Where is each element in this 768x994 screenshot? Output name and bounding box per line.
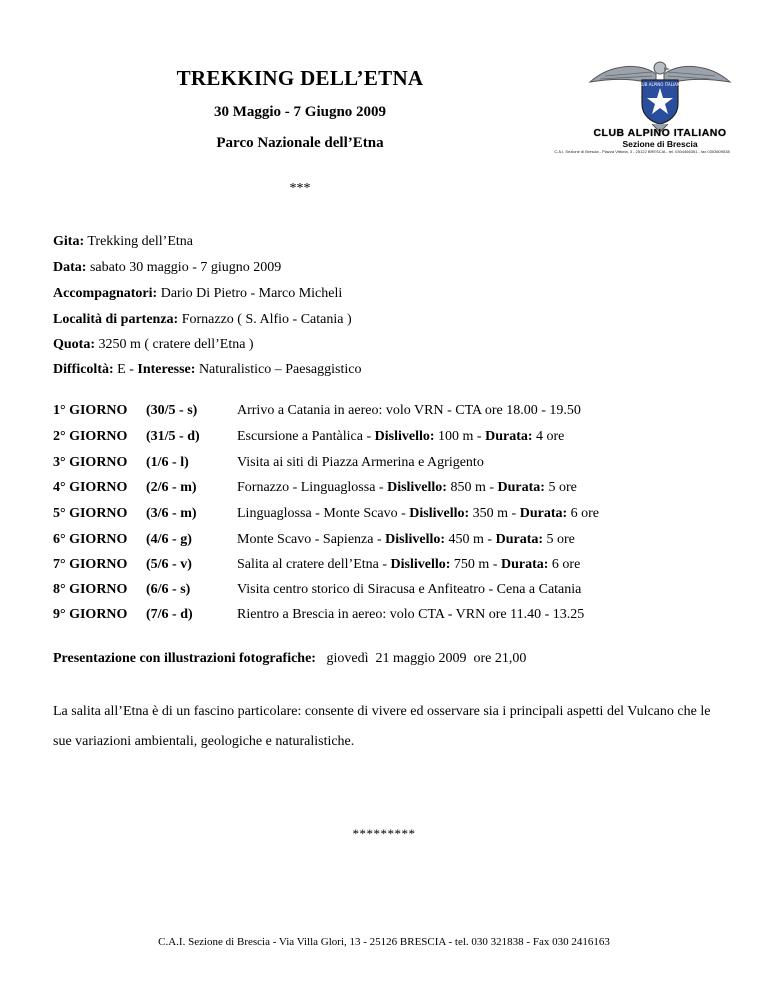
info-start (53, 312, 352, 328)
logo-address: C.A.I. Sezione di Brescia - Piazza Vittoria, 3 - 25122 BRESCIA - tel. 0304466351 - fax 0303609538 (554, 149, 730, 154)
itinerary-desc: Linguaglossa - Monte Scavo - Dislivello: 350 m - Durata: 6 ore (237, 506, 600, 521)
itinerary-day: 8° GIORNO (53, 582, 128, 597)
itinerary-row (53, 403, 753, 423)
itinerary-desc: Escursione a Pantàlica - Dislivello: 100 m - Durata: 4 ore (237, 429, 565, 444)
description-paragraph: La salita all’Etna è di un fascino particolare: consente di vivere ed osservare sia i principali aspetti del Vulcano che le sue variazioni ambientali, geologiche e naturalistiche. (53, 704, 711, 749)
itinerary-day: 5° GIORNO (53, 506, 128, 521)
page-title: TREKKING DELL’ETNA (176, 66, 424, 90)
closing-separator: ********* (352, 826, 416, 841)
logo-section: Sezione di Brescia (622, 139, 698, 149)
footer-address: C.A.I. Sezione di Brescia - Via Villa Glori, 13 - 25126 BRESCIA - tel. 030 321838 - Fax 030 2416163 (158, 936, 610, 948)
info-difficulty (53, 362, 361, 378)
itinerary-row (53, 532, 753, 552)
quota-value: 3250 m ( cratere dell’Etna ) (98, 337, 254, 352)
trip-dates: 30 Maggio - 7 Giugno 2009 (213, 104, 387, 120)
itinerary-row (53, 429, 753, 449)
info-gita (53, 234, 193, 250)
svg-text:CLUB ALPINO ITALIANO: CLUB ALPINO ITALIANO (636, 82, 684, 87)
info-data (53, 260, 281, 276)
itinerary-desc: Rientro a Brescia in aereo: volo CTA - VRN ore 11.40 - 13.25 (237, 607, 585, 622)
itinerary-desc: Visita centro storico di Siracusa e Anfiteatro - Cena a Catania (237, 582, 582, 597)
itinerary-day: 2° GIORNO (53, 429, 128, 444)
itinerary-day: 3° GIORNO (53, 455, 128, 470)
guides-value: Dario Di Pietro - Marco Micheli (160, 286, 343, 301)
guides-label: Accompagnatori: (53, 286, 158, 301)
itinerary-desc: Fornazzo - Linguaglossa - Dislivello: 850 m - Durata: 5 ore (237, 480, 577, 495)
itinerary-desc: Arrivo a Catania in aereo: volo VRN - CTA ore 18.00 - 19.50 (237, 403, 581, 418)
itinerary-row (53, 480, 753, 500)
itinerary-day: 6° GIORNO (53, 532, 128, 547)
gita-label: Gita: (53, 234, 85, 249)
separator: *** (289, 181, 311, 196)
difficulty-label: Difficoltà: (53, 362, 114, 377)
itinerary-date: (6/6 - s) (146, 582, 191, 597)
itinerary-date: (4/6 - g) (146, 532, 192, 547)
itinerary-row (53, 607, 753, 627)
difficulty-value: E - (117, 362, 134, 377)
interest-label: Interesse: (137, 362, 196, 377)
itinerary-date: (5/6 - v) (146, 557, 192, 572)
itinerary-day: 1° GIORNO (53, 403, 128, 418)
itinerary-day: 7° GIORNO (53, 557, 128, 572)
itinerary-date: (1/6 - l) (146, 455, 189, 470)
start-label: Località di partenza: (53, 312, 179, 327)
interest-value: Naturalistico – Paesaggistico (198, 362, 362, 377)
logo-club-name: CLUB ALPINO ITALIANO (593, 127, 727, 139)
presentation-value: giovedì 21 maggio 2009 ore 21,00 (315, 651, 527, 666)
itinerary-date: (30/5 - s) (146, 403, 198, 418)
quota-label: Quota: (53, 337, 95, 352)
data-label: Data: (53, 260, 87, 275)
itinerary-date: (31/5 - d) (146, 429, 200, 444)
itinerary-date: (3/6 - m) (146, 506, 197, 521)
itinerary-date: (7/6 - d) (146, 607, 193, 622)
presentation-label: Presentazione con illustrazioni fotografiche: (53, 651, 316, 666)
park-name: Parco Nazionale dell’Etna (216, 135, 384, 151)
itinerary-row (53, 582, 753, 602)
info-guides (53, 286, 342, 302)
itinerary-row (53, 506, 753, 526)
itinerary-row (53, 455, 753, 475)
itinerary-desc: Salita al cratere dell’Etna - Dislivello: 750 m - Durata: 6 ore (237, 557, 581, 572)
info-quota (53, 337, 254, 353)
itinerary-desc: Visita ai siti di Piazza Armerina e Agrigento (237, 455, 484, 470)
itinerary-day: 9° GIORNO (53, 607, 128, 622)
gita-value: Trekking dell’Etna (87, 234, 193, 249)
itinerary-row (53, 557, 753, 577)
itinerary-day: 4° GIORNO (53, 480, 128, 495)
data-value: sabato 30 maggio - 7 giugno 2009 (89, 260, 282, 275)
itinerary-desc: Monte Scavo - Sapienza - Dislivello: 450 m - Durata: 5 ore (237, 532, 575, 547)
presentation-line (53, 651, 526, 667)
itinerary-date: (2/6 - m) (146, 480, 197, 495)
start-value: Fornazzo ( S. Alfio - Catania ) (181, 312, 352, 327)
